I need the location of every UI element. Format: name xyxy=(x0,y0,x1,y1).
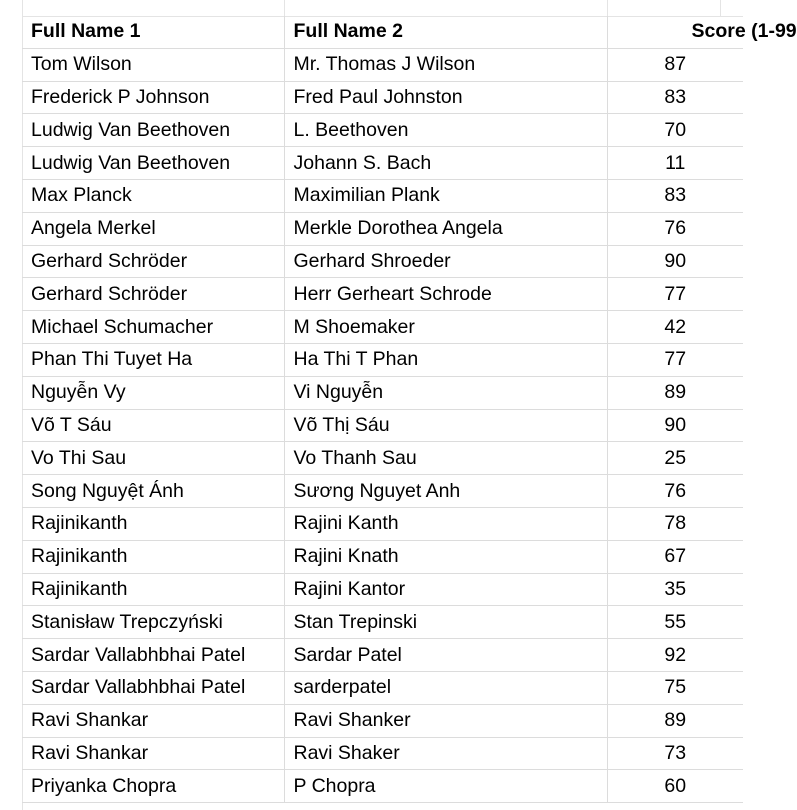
cell-score[interactable]: 70 xyxy=(607,114,743,147)
header-cell-full-name-2[interactable]: Full Name 2 xyxy=(284,16,607,48)
table-row xyxy=(22,540,743,573)
cell-full-name-2[interactable]: Sương Nguyet Anh xyxy=(284,475,607,508)
cell-full-name-1[interactable]: Sardar Vallabhbhai Patel xyxy=(22,639,284,672)
spreadsheet xyxy=(22,16,797,803)
cell-full-name-2[interactable]: Johann S. Bach xyxy=(284,147,607,180)
cell-full-name-1[interactable]: Võ T Sáu xyxy=(22,409,284,442)
cell-full-name-2[interactable]: Fred Paul Johnston xyxy=(284,81,607,114)
header-cell-full-name-1[interactable]: Full Name 1 xyxy=(22,16,284,48)
table-row xyxy=(22,278,743,311)
cell-full-name-2[interactable]: Ha Thi T Phan xyxy=(284,343,607,376)
cell-full-name-2[interactable]: P Chopra xyxy=(284,770,607,803)
cell-full-name-1[interactable]: Ludwig Van Beethoven xyxy=(22,147,284,180)
cell-score[interactable]: 77 xyxy=(607,343,743,376)
cell-score[interactable]: 78 xyxy=(607,507,743,540)
cell-full-name-2[interactable]: M Shoemaker xyxy=(284,311,607,344)
table-row xyxy=(22,48,743,81)
cell-score[interactable]: 90 xyxy=(607,245,743,278)
cell-score[interactable]: 11 xyxy=(607,147,743,180)
cell-score[interactable]: 89 xyxy=(607,704,743,737)
cell-score[interactable]: 42 xyxy=(607,311,743,344)
cell-full-name-2[interactable]: Vo Thanh Sau xyxy=(284,442,607,475)
cell-score[interactable]: 76 xyxy=(607,212,743,245)
table-row xyxy=(22,737,743,770)
table-row xyxy=(22,245,743,278)
table-row xyxy=(22,573,743,606)
cell-full-name-1[interactable]: Song Nguyệt Ánh xyxy=(22,475,284,508)
table-row xyxy=(22,442,743,475)
table-row xyxy=(22,114,743,147)
cell-full-name-2[interactable]: Rajini Knath xyxy=(284,540,607,573)
cell-full-name-2[interactable]: Vi Nguyễn xyxy=(284,376,607,409)
cell-score[interactable]: 25 xyxy=(607,442,743,475)
cell-score[interactable]: 35 xyxy=(607,573,743,606)
cell-score[interactable]: 55 xyxy=(607,606,743,639)
cell-score[interactable]: 90 xyxy=(607,409,743,442)
column-divider-stub xyxy=(607,0,608,16)
cell-full-name-1[interactable]: Angela Merkel xyxy=(22,212,284,245)
table-row xyxy=(22,671,743,704)
cell-score[interactable]: 92 xyxy=(607,639,743,672)
cell-score[interactable]: 83 xyxy=(607,179,743,212)
cell-full-name-2[interactable]: Rajini Kantor xyxy=(284,573,607,606)
cell-full-name-1[interactable]: Rajinikanth xyxy=(22,540,284,573)
cell-full-name-1[interactable]: Michael Schumacher xyxy=(22,311,284,344)
table-row xyxy=(22,147,743,180)
header-row xyxy=(22,16,743,48)
cell-score[interactable]: 87 xyxy=(607,48,743,81)
table-row xyxy=(22,81,743,114)
table-row xyxy=(22,507,743,540)
header-cell-score[interactable]: Score (1-99 xyxy=(607,16,743,48)
cell-full-name-2[interactable]: Sardar Patel xyxy=(284,639,607,672)
table-row xyxy=(22,212,743,245)
table-row xyxy=(22,639,743,672)
spreadsheet-grid xyxy=(22,16,797,803)
cell-full-name-1[interactable]: Ludwig Van Beethoven xyxy=(22,114,284,147)
cell-full-name-1[interactable]: Vo Thi Sau xyxy=(22,442,284,475)
cell-full-name-1[interactable]: Phan Thi Tuyet Ha xyxy=(22,343,284,376)
cell-full-name-1[interactable]: Max Planck xyxy=(22,179,284,212)
table-row xyxy=(22,179,743,212)
table-row xyxy=(22,770,743,803)
cell-full-name-1[interactable]: Rajinikanth xyxy=(22,573,284,606)
cell-full-name-1[interactable]: Frederick P Johnson xyxy=(22,81,284,114)
cell-full-name-2[interactable]: Ravi Shanker xyxy=(284,704,607,737)
cell-full-name-2[interactable]: Merkle Dorothea Angela xyxy=(284,212,607,245)
table-row xyxy=(22,704,743,737)
cell-full-name-2[interactable]: Gerhard Shroeder xyxy=(284,245,607,278)
table-row xyxy=(22,409,743,442)
cell-full-name-1[interactable]: Stanisław Trepczyński xyxy=(22,606,284,639)
column-divider-stub xyxy=(284,0,285,16)
cell-score[interactable]: 75 xyxy=(607,671,743,704)
cell-score[interactable]: 76 xyxy=(607,475,743,508)
cell-score[interactable]: 89 xyxy=(607,376,743,409)
cell-full-name-2[interactable]: Stan Trepinski xyxy=(284,606,607,639)
cell-full-name-1[interactable]: Priyanka Chopra xyxy=(22,770,284,803)
cell-full-name-1[interactable]: Gerhard Schröder xyxy=(22,278,284,311)
cell-full-name-2[interactable]: Rajini Kanth xyxy=(284,507,607,540)
cell-score[interactable]: 73 xyxy=(607,737,743,770)
cell-full-name-1[interactable]: Sardar Vallabhbhai Patel xyxy=(22,671,284,704)
cell-full-name-1[interactable]: Rajinikanth xyxy=(22,507,284,540)
cell-full-name-1[interactable]: Ravi Shankar xyxy=(22,704,284,737)
cell-score[interactable]: 77 xyxy=(607,278,743,311)
cell-full-name-2[interactable]: Maximilian Plank xyxy=(284,179,607,212)
cell-full-name-2[interactable]: Ravi Shaker xyxy=(284,737,607,770)
cell-score[interactable]: 67 xyxy=(607,540,743,573)
cell-score[interactable]: 83 xyxy=(607,81,743,114)
grid-body xyxy=(22,16,797,803)
table-row xyxy=(22,475,743,508)
cell-full-name-2[interactable]: sarderpatel xyxy=(284,671,607,704)
cell-full-name-1[interactable]: Nguyễn Vy xyxy=(22,376,284,409)
cell-full-name-2[interactable]: Herr Gerheart Schrode xyxy=(284,278,607,311)
table-row xyxy=(22,376,743,409)
column-divider-stub xyxy=(720,0,721,16)
cell-full-name-1[interactable]: Ravi Shankar xyxy=(22,737,284,770)
table-row xyxy=(22,343,743,376)
cell-full-name-2[interactable]: L. Beethoven xyxy=(284,114,607,147)
table-row xyxy=(22,606,743,639)
cell-score[interactable]: 60 xyxy=(607,770,743,803)
cell-full-name-2[interactable]: Võ Thị Sáu xyxy=(284,409,607,442)
table-row xyxy=(22,311,743,344)
cell-full-name-1[interactable]: Gerhard Schröder xyxy=(22,245,284,278)
cell-full-name-2[interactable]: Mr. Thomas J Wilson xyxy=(284,48,607,81)
cell-full-name-1[interactable]: Tom Wilson xyxy=(22,48,284,81)
